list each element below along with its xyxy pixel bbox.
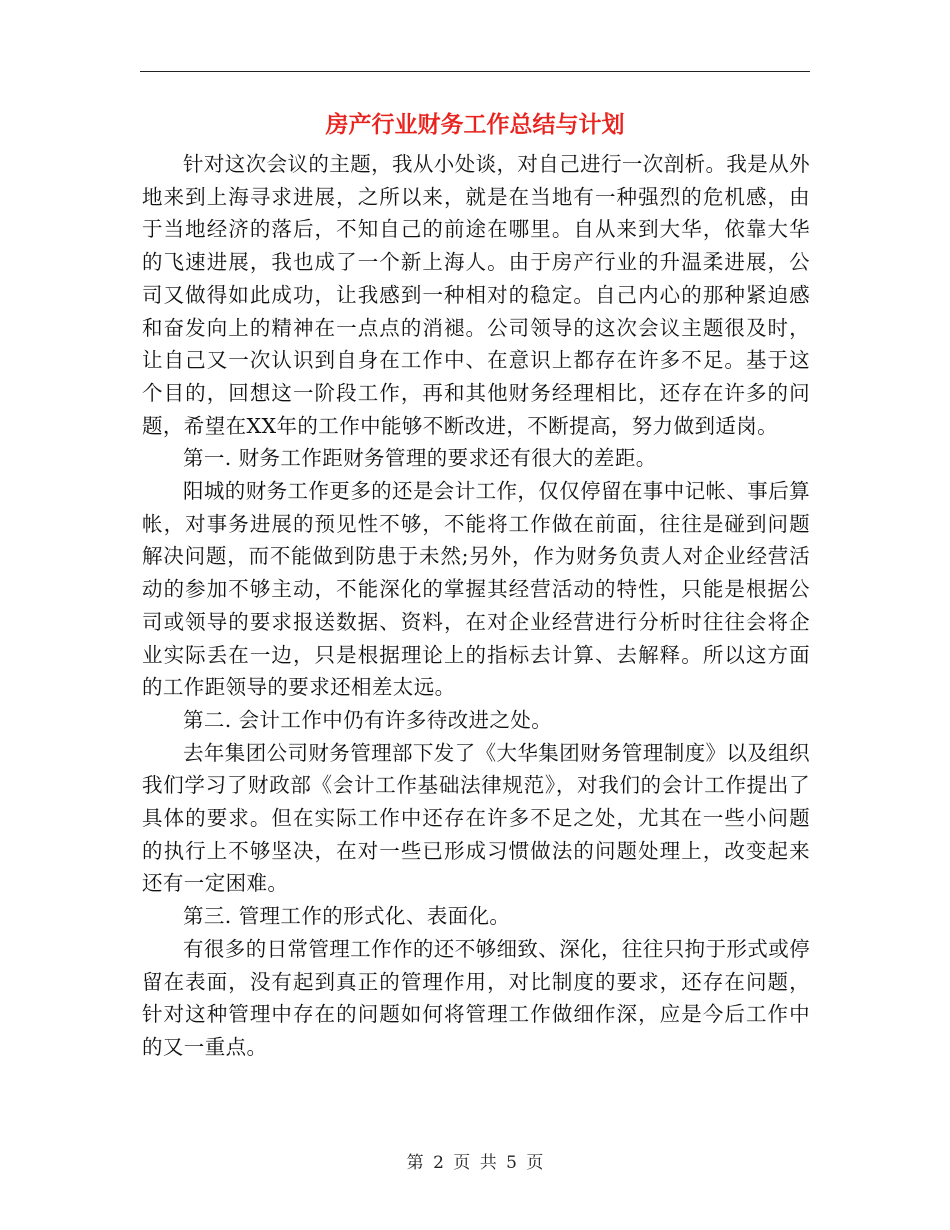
section-heading-1: 第一. 财务工作距财务管理的要求还有很大的差距。 (183, 446, 657, 471)
section-heading-2: 第二. 会计工作中仍有许多待改进之处。 (183, 707, 553, 732)
section-heading-3: 第三. 管理工作的形式化、表面化。 (183, 904, 511, 929)
paragraph-section-1: 阳城的财务工作更多的还是会计工作，仅仅停留在事中记帐、事后算帐，对事务进展的预见性不够，不能将工作做在前面，往往是碰到问题解决问题，而不能做到防患于未然;另外，作为财务负责人对企业经营活动的参加不够主动，不能深化的掌握其经营活动的特性，只能是根据公司或领导的要求报送数据、资料，在对企业经营进行分析时往往会将企业实际丢在一边，只是根据理论上的指标去计算、去解释。所以这方面的工作距领导的要求还相差太远。 (142, 479, 810, 700)
paragraph-section-2: 去年集团公司财务管理部下发了《大华集团财务管理制度》以及组织我们学习了财政部《会计工作基础法律规范》，对我们的会计工作提出了具体的要求。但在实际工作中还存在许多不足之处，尤其在一些小问题的执行上不够坚决，在对一些已形成习惯做法的问题处理上，改变起来还有一定困难。 (142, 740, 810, 896)
document-body (142, 148, 810, 1064)
paragraph-intro: 针对这次会议的主题，我从小处谈，对自己进行一次剖析。我是从外地来到上海寻求进展，之所以来，就是在当地有一种强烈的危机感，由于当地经济的落后，不知自己的前途在哪里。自从来到大华，依靠大华的飞速进展，我也成了一个新上海人。由于房产行业的升温柔进展，公司又做得如此成功，让我感到一种相对的稳定。自己内心的那种紧迫感和奋发向上的精神在一点点的消褪。公司领导的这次会议主题很及时，让自己又一次认识到自身在工作中、在意识上都存在许多不足。基于这个目的，回想这一阶段工作，再和其他财务经理相比，还存在许多的问题，希望在XX年的工作中能够不断改进，不断提高，努力做到适岗。 (142, 152, 810, 438)
paragraph-section-3: 有很多的日常管理工作作的还不够细致、深化，往往只拘于形式或停留在表面，没有起到真正的管理作用，对比制度的要求，还存在问题，针对这种管理中存在的问题如何将管理工作做细作深，应是今后工作中的又一重点。 (142, 936, 810, 1059)
page-number-footer: 第 2 页 共 5 页 (406, 1153, 544, 1173)
document-title: 房产行业财务工作总结与计划 (325, 112, 625, 138)
header-rule (140, 71, 810, 72)
